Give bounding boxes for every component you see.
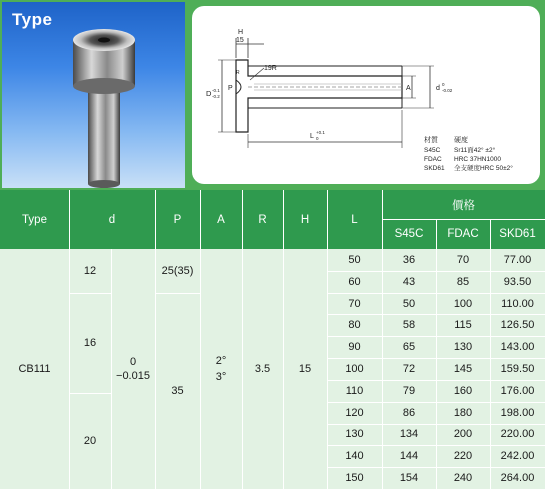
d-small-tol-top: 0 — [442, 82, 445, 87]
divider — [283, 190, 284, 249]
p-value-2: 35 — [171, 385, 184, 397]
header-h: H — [300, 213, 310, 226]
h-value: 15 — [236, 37, 244, 44]
skd61-price-cell: 159.50 — [500, 362, 535, 375]
d-tolerance-upper: 0 — [129, 356, 137, 368]
dimension-diagram — [192, 6, 540, 184]
skd61-price-cell: 176.00 — [500, 384, 535, 397]
divider — [200, 190, 201, 249]
h-label: H — [238, 29, 244, 36]
l-cell: 90 — [348, 341, 361, 354]
divider — [436, 219, 437, 249]
skd61-price-cell: 264.00 — [500, 472, 535, 485]
l-cell: 50 — [348, 253, 361, 266]
header-d: d — [108, 213, 116, 226]
material-hardness-1: Sr11面42° ±2° — [454, 147, 496, 154]
s45c-price-cell: 65 — [402, 341, 416, 354]
l-label: L — [310, 133, 314, 140]
skd61-price-cell: 126.50 — [500, 319, 535, 332]
skd61-price-cell: 220.00 — [500, 428, 535, 441]
header-type: Type — [22, 213, 47, 226]
l-cell: 120 — [345, 406, 364, 419]
divider — [327, 190, 328, 249]
s45c-price-cell: 50 — [402, 297, 416, 310]
divider — [69, 190, 70, 249]
l-cell: 110 — [345, 384, 364, 397]
hardness-header: 硬度 — [454, 137, 468, 144]
fdac-price-cell: 240 — [453, 472, 473, 485]
header-l: L — [351, 213, 358, 226]
material-name-1: S45C — [424, 147, 441, 154]
product-photo — [2, 2, 185, 188]
fdac-price-cell: 130 — [453, 341, 473, 354]
fdac-price-cell: 220 — [453, 450, 473, 463]
l-cell: 150 — [345, 472, 364, 485]
header-skd61: SKD61 — [499, 228, 536, 240]
divider — [155, 190, 156, 249]
divider — [242, 190, 243, 249]
type-title: Type — [12, 10, 53, 29]
d-value-12: 12 — [83, 265, 97, 277]
fdac-price-cell: 85 — [456, 275, 470, 288]
a-value-1: 2° — [215, 355, 227, 367]
material-name-3: SKD61 — [424, 165, 445, 172]
fdac-price-cell: 115 — [454, 319, 472, 332]
skd61-price-cell: 198.00 — [500, 406, 535, 419]
fdac-price-cell: 70 — [456, 253, 470, 266]
a-cell — [200, 249, 242, 489]
l-cell: 60 — [348, 275, 361, 288]
header-fdac: FDAC — [447, 228, 479, 240]
skd61-price-cell: 93.50 — [503, 275, 532, 288]
divider — [490, 219, 491, 249]
material-header: 材質 — [424, 137, 438, 144]
d-value-20: 20 — [83, 435, 97, 447]
d-label: D — [206, 89, 212, 98]
s45c-price-cell: 144 — [399, 450, 419, 463]
header-s45c: S45C — [394, 228, 424, 240]
fdac-price-cell: 200 — [453, 428, 473, 441]
s45c-price-cell: 79 — [402, 384, 416, 397]
material-hardness-2: HRC 37HN1000 — [454, 156, 501, 163]
d-tolerance-cell — [111, 249, 155, 489]
header-price: 價格 — [452, 199, 475, 212]
d-tol-bottom: -0.2 — [212, 94, 220, 99]
d-tolerance-lower: −0.015 — [116, 370, 150, 382]
d-tol-top: -0.1 — [212, 88, 220, 93]
s45c-price-cell: 86 — [402, 406, 416, 419]
type-cell: CB111 — [18, 363, 51, 375]
s45c-price-cell: 154 — [399, 472, 419, 485]
s45c-price-cell: 43 — [402, 275, 416, 288]
header-p: P — [173, 213, 182, 226]
technical-drawing — [192, 6, 540, 184]
s45c-price-cell: 58 — [402, 319, 416, 332]
skd61-price-cell: 77.00 — [503, 253, 532, 266]
p-label: P — [228, 85, 233, 92]
spec-table — [0, 190, 545, 489]
skd61-price-cell: 110.00 — [501, 297, 534, 310]
header-r: R — [258, 213, 267, 226]
sprue-bushing-image — [2, 2, 185, 188]
header-a: A — [217, 213, 225, 226]
d-small-tol-bottom: -0.02 — [442, 88, 453, 93]
d-value-16: 16 — [83, 337, 97, 349]
d-small-label: d — [436, 85, 440, 92]
l-tol-top: +0.1 — [316, 130, 325, 135]
p-value-1: 25(35) — [161, 265, 194, 277]
r-label: 19R — [264, 65, 277, 72]
l-cell: 130 — [345, 428, 364, 441]
skd61-price-cell: 143.00 — [500, 341, 535, 354]
a-value-2: 3° — [215, 371, 227, 383]
top-panel — [0, 0, 545, 190]
s45c-price-cell: 134 — [399, 428, 419, 441]
fdac-price-cell: 100 — [453, 297, 473, 310]
skd61-price-cell: 242.00 — [500, 450, 535, 463]
l-cell: 80 — [348, 319, 361, 332]
fdac-price-cell: 160 — [453, 384, 473, 397]
l-cell: 140 — [345, 450, 364, 463]
l-tol-bottom: 0 — [316, 136, 319, 141]
h-cell: 15 — [298, 363, 312, 375]
fdac-price-cell: 180 — [453, 406, 473, 419]
material-name-2: FDAC — [424, 156, 442, 163]
material-hardness-3: 全支硬度HRC 50±2° — [454, 165, 513, 172]
divider — [382, 219, 545, 220]
s45c-price-cell: 36 — [402, 253, 416, 266]
r-cell: 3.5 — [254, 363, 271, 375]
l-cell: 70 — [348, 297, 361, 310]
r05-label: R — [236, 70, 240, 76]
a-label: A — [406, 85, 411, 92]
s45c-price-cell: 72 — [402, 362, 416, 375]
l-cell: 100 — [345, 362, 364, 375]
fdac-price-cell: 145 — [453, 362, 473, 375]
